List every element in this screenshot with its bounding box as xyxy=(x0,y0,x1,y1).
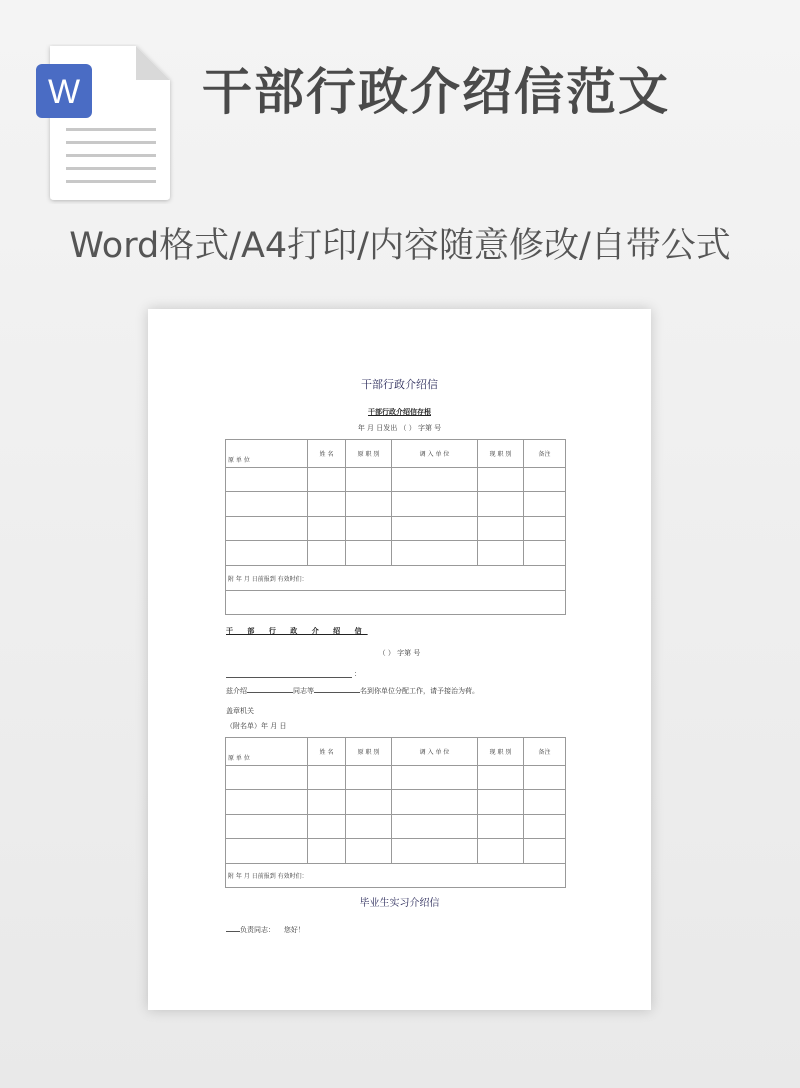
intro-prefix: 兹介绍 xyxy=(226,687,247,695)
intro-suffix: 名到你单位分配工作，请予接治为荷。 xyxy=(360,687,479,695)
addressee-blank xyxy=(226,924,240,932)
table-header-cell: 姓 名 xyxy=(308,738,346,766)
table-header-cell: 原 单 位 xyxy=(226,440,308,468)
table-footer-row: 附 年 月 日前报到 有效时们： xyxy=(226,566,566,591)
page-title: 干部行政介绍信范文 xyxy=(202,63,670,121)
table-header-cell: 原 职 别 xyxy=(346,738,392,766)
intro-line xyxy=(226,685,479,696)
intern-letter-title: 毕业生实习介绍信 xyxy=(359,898,440,909)
table-row xyxy=(226,591,566,615)
date-line: 年 月 日发出 （ ） 字第 号 xyxy=(357,424,442,432)
table-header-cell: 备注 xyxy=(524,738,566,766)
document-preview xyxy=(148,309,651,1010)
table-row xyxy=(226,766,566,790)
attachment-line: （附名单）年 月 日 xyxy=(226,722,287,730)
table-row xyxy=(226,839,566,864)
stub-table xyxy=(225,439,566,615)
count-blank xyxy=(314,685,360,693)
table-footer-row: 附 年 月 日前报到 有效时们： xyxy=(226,864,566,888)
stub-title: 干部行政介绍信存根 xyxy=(368,407,431,416)
issuing-org: 盖章机关 xyxy=(226,707,254,715)
name-blank xyxy=(247,685,293,693)
recipient-blank xyxy=(226,669,352,678)
table-header-cell: 备注 xyxy=(524,440,566,468)
table-header-cell: 现 职 别 xyxy=(478,440,524,468)
table-header-cell: 调 入 单 位 xyxy=(392,440,478,468)
section-title: 干 部 行 政 介 绍 信 xyxy=(226,626,368,635)
greeting-line xyxy=(226,924,305,935)
ref-line: （ ） 字第 号 xyxy=(378,649,421,657)
table-row xyxy=(226,815,566,839)
table-header-cell: 姓 名 xyxy=(308,440,346,468)
letter-table xyxy=(225,737,566,888)
table-row xyxy=(226,517,566,541)
recipient-colon: ： xyxy=(354,670,361,678)
table-row xyxy=(226,468,566,492)
table-header-cell: 现 职 别 xyxy=(478,738,524,766)
table-header-cell: 调 入 单 位 xyxy=(392,738,478,766)
word-file-icon xyxy=(36,44,176,204)
greeting-addressee: 负责同志： xyxy=(240,926,275,934)
table-row xyxy=(226,492,566,517)
page-subtitle: Word格式/A4打印/内容随意修改/自带公式 xyxy=(69,226,731,266)
table-row xyxy=(226,541,566,566)
table-header-cell: 原 单 位 xyxy=(226,738,308,766)
greeting-hello: 您好！ xyxy=(283,926,305,934)
intro-mid: 同志等 xyxy=(293,687,314,695)
table-row xyxy=(226,790,566,815)
svg-text:W: W xyxy=(47,73,81,111)
doc-title: 干部行政介绍信 xyxy=(361,378,438,391)
table-header-cell: 原 职 别 xyxy=(346,440,392,468)
